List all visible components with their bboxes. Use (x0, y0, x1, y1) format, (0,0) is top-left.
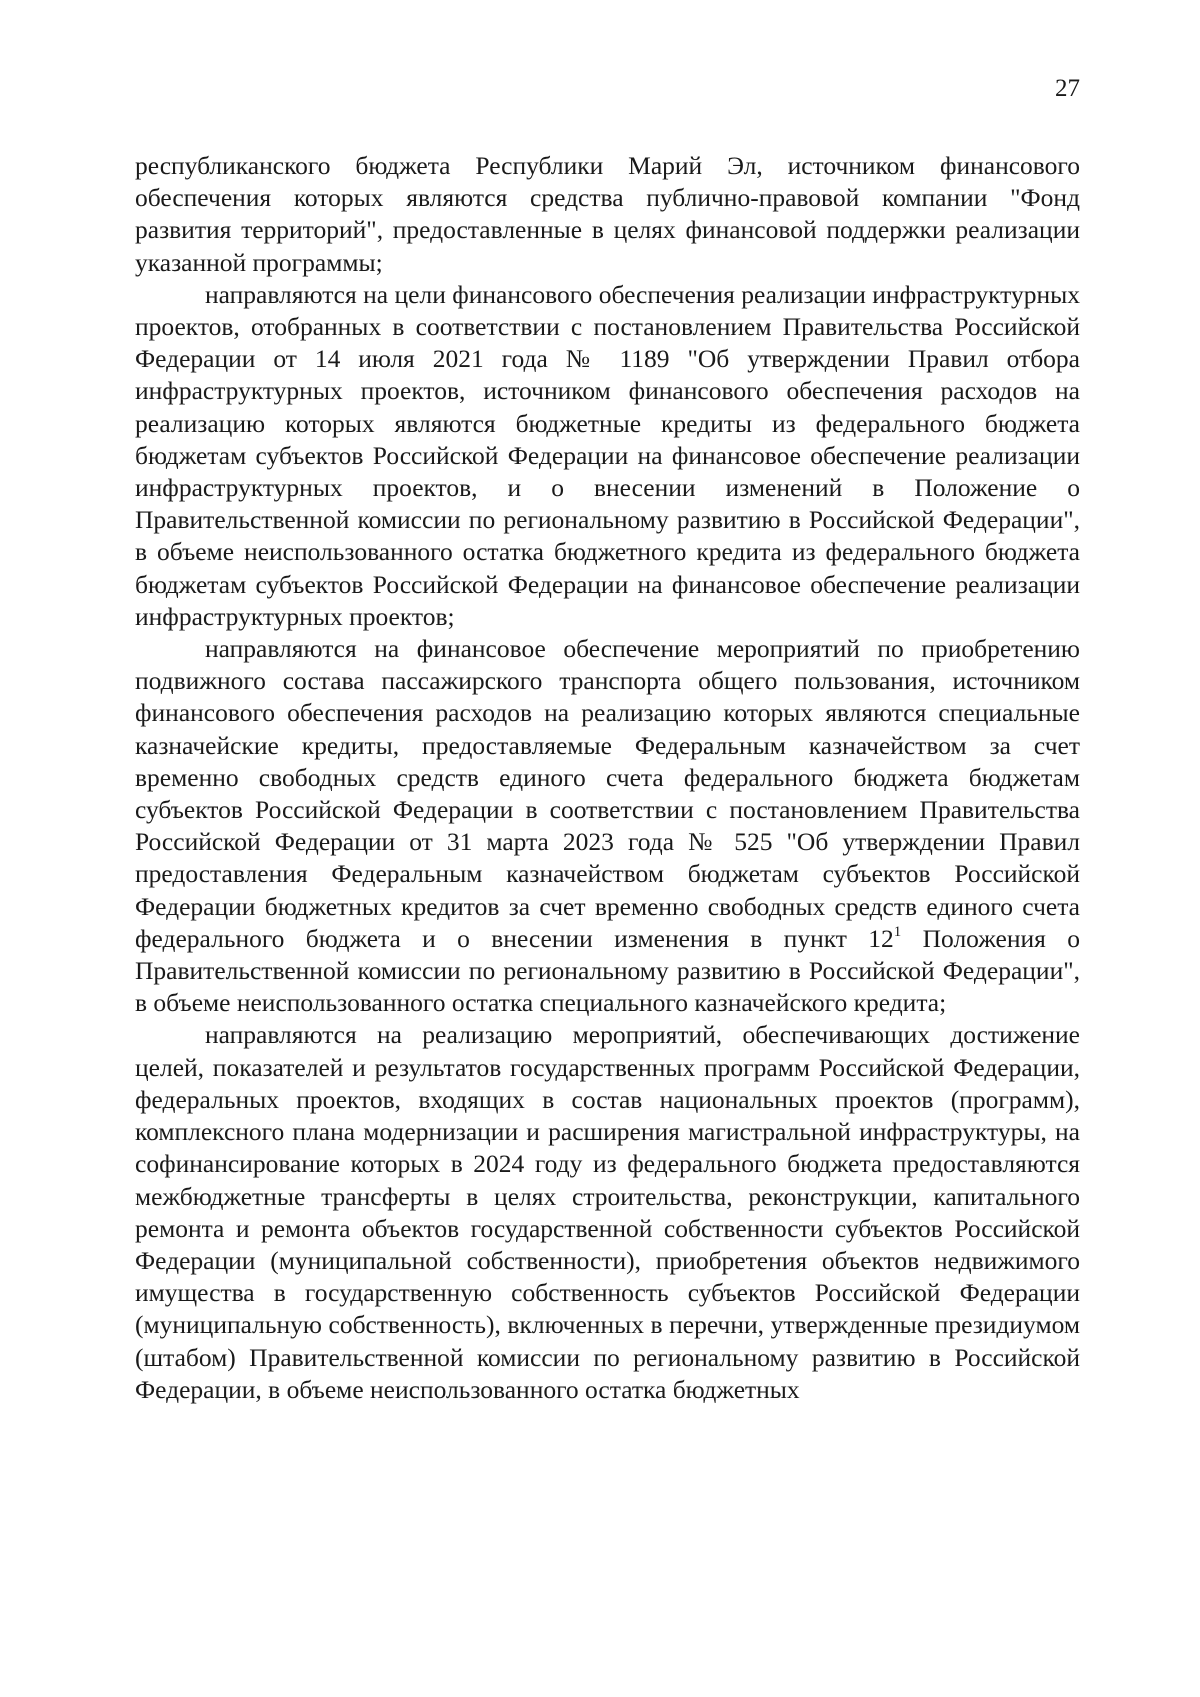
paragraph-treasury-credits (135, 633, 1080, 1019)
superscript-footnote-marker: 1 (893, 923, 902, 940)
document-body (135, 150, 1080, 1406)
paragraph-continuation: республиканского бюджета Республики Марий Эл, источником финансового обеспечения которых являются средства публично-правовой компании "Фонд развития территорий", предоставленные в целях финансовой поддержки реализации указанной программы; (135, 151, 1080, 277)
paragraph-treasury-credits-text-before: направляются на финансовое обеспечение мероприятий по приобретению подвижного состава пассажирского транспорта общего пользования, источником финансового обеспечения расходов на реализацию которых являются специальные казначейские кредиты, предоставляемые Федеральным казначейством за счет временно свободных средств единого счета федерального бюджета бюджетам субъектов Российской Федерации в соответствии с постановлением Правительства Российской Федерации от 31 марта 2023 года № 525 "Об утверждении Правил предоставления Федеральным казначейством бюджетам субъектов Российской Федерации бюджетных кредитов за счет временно свободных средств единого счета федерального бюджета и о внесении изменения в пункт 12 (135, 634, 1080, 953)
paragraph-infrastructure-projects: направляются на цели финансового обеспечения реализации инфраструктурных проектов, отобранных в соответствии с постановлением Правительства Российской Федерации от 14 июля 2021 года № 1189 "Об утверждении Правил отбора инфраструктурных проектов, источником финансового обеспечения расходов на реализацию которых являются бюджетные кредиты из федерального бюджета бюджетам субъектов Российской Федерации на финансовое обеспечение реализации инфраструктурных проектов, и о внесении изменений в Положение о Правительственной комиссии по региональному развитию в Российской Федерации", в объеме неиспользованного остатка бюджетного кредита из федерального бюджета бюджетам субъектов Российской Федерации на финансовое обеспечение реализации инфраструктурных проектов; (135, 279, 1080, 631)
paragraph-treasury-credits-text-after: Положения о Правительственной комиссии по региональному развитию в Российской Федерации", в объеме неиспользованного остатка специального казначейского кредита; (135, 923, 1080, 1018)
paragraph-interbudget-transfers: направляются на реализацию мероприятий, обеспечивающих достижение целей, показателей и результатов государственных программ Российской Федерации, федеральных проектов, входящих в состав национальных проектов (программ), комплексного плана модернизации и расширения магистральной инфраструктуры, на софинансирование которых в 2024 году из федерального бюджета предоставляются межбюджетные трансферты в целях строительства, реконструкции, капитального ремонта и ремонта объектов государственной собственности субъектов Российской Федерации (муниципальной собственности), приобретения объектов недвижимого имущества в государственную собственность субъектов Российской Федерации (муниципальную собственность), включенных в перечни, утвержденные президиумом (штабом) Правительственной комиссии по региональному развитию в Российской Федерации, в объеме неиспользованного остатка бюджетных (135, 1020, 1080, 1404)
page-number: 27 (1055, 75, 1080, 102)
